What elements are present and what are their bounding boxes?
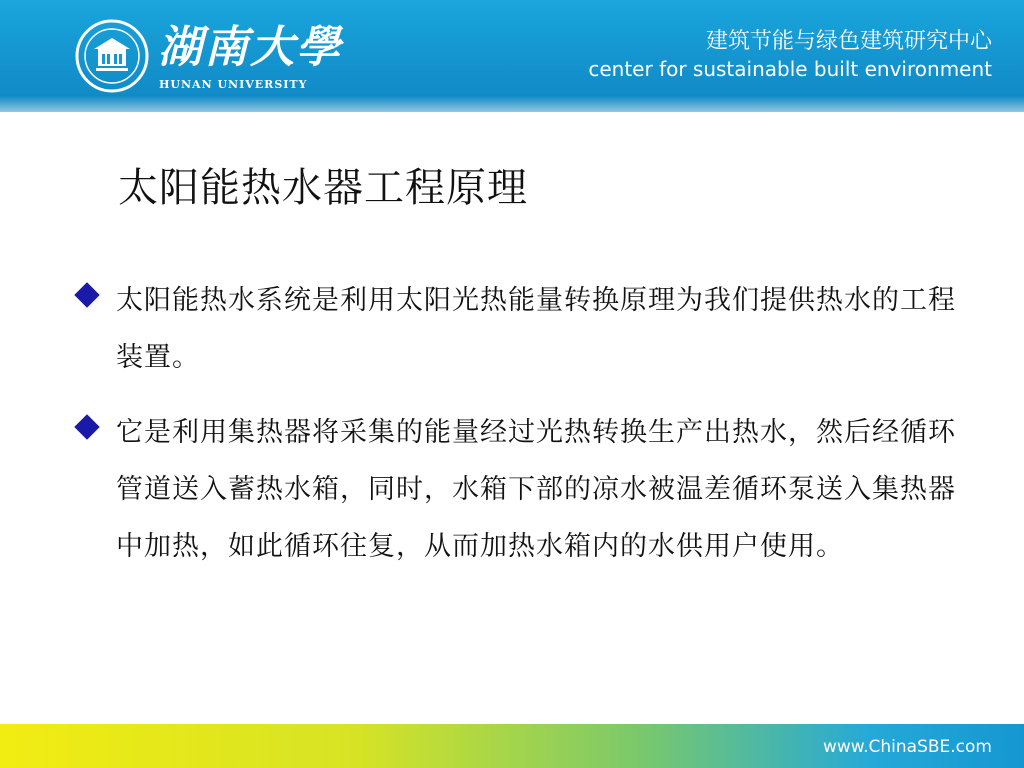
bullet-text: 它是利用集热器将采集的能量经过光热转换生产出热水，然后经循环管道送入蓄热水箱，同时，水箱下部的凉水被温差循环泵送入集热器中加热，如此循环往复，从而加热水箱内的水供用户使用。 [116,417,956,562]
university-name-calligraphy: 湖南大學 [158,22,342,73]
slide-title: 太阳能热水器工程原理 [118,165,528,211]
footer-website-url: www.ChinaSBE.com [822,737,992,757]
diamond-bullet-icon [74,414,99,439]
bullet-text: 太阳能热水系统是利用太阳光热能量转换原理为我们提供热水的工程装置。 [116,285,956,373]
header-banner [0,0,1024,112]
header-sheen [0,96,1024,112]
footer-banner [0,724,1024,768]
research-center-name-en: center for sustainable built environment [588,57,992,81]
university-logo [74,18,342,94]
research-center-name-cn: 建筑节能与绿色建筑研究中心 [705,29,992,54]
diamond-bullet-icon [74,282,99,307]
university-name-english: HUNAN UNIVERSITY [159,78,308,91]
university-seal-icon [74,18,150,94]
